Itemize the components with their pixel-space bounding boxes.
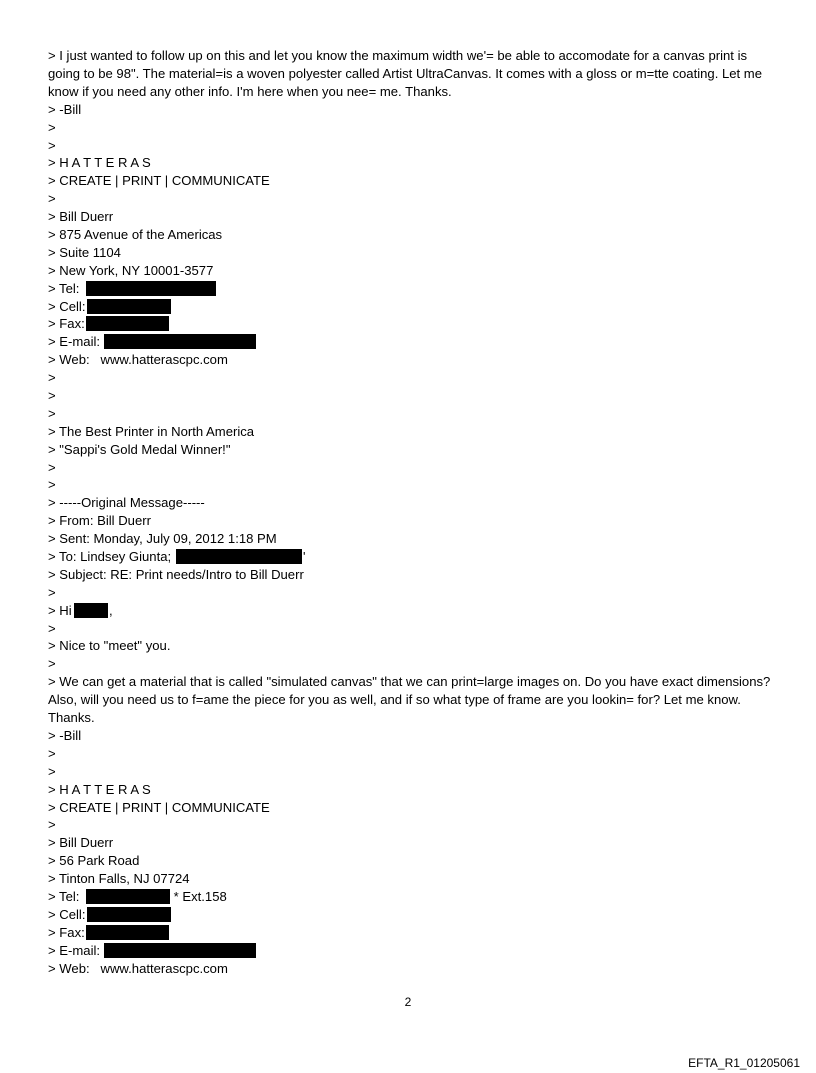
quote-blank-line: > bbox=[48, 656, 56, 672]
redaction-box bbox=[86, 316, 169, 331]
quote-blank-line: > bbox=[48, 763, 56, 779]
slogan-line: > The Best Printer in North America bbox=[48, 423, 255, 439]
from-line: > From: Bill Duerr bbox=[48, 513, 151, 529]
page-number: 2 bbox=[404, 995, 412, 1009]
email-line bbox=[48, 333, 776, 351]
document-id: EFTA_R1_01205061 bbox=[688, 1056, 800, 1070]
company-name-line: > H A T T E R A S bbox=[48, 781, 151, 797]
redaction-box bbox=[86, 925, 169, 940]
quote-blank-line: > bbox=[48, 745, 56, 761]
email-line bbox=[48, 942, 776, 960]
quote-blank-line: > bbox=[48, 191, 56, 207]
email-label: > E-mail: bbox=[48, 942, 101, 958]
email-label: > E-mail: bbox=[48, 334, 101, 350]
address-line: > Suite 1104 bbox=[48, 244, 121, 260]
redaction-box bbox=[104, 943, 256, 958]
tel-label: > Tel: bbox=[48, 280, 80, 296]
redaction-box bbox=[176, 549, 302, 564]
quote-blank-line: > bbox=[48, 370, 56, 386]
redaction-box bbox=[87, 907, 171, 922]
company-tagline-line: > CREATE | PRINT | COMMUNICATE bbox=[48, 799, 270, 815]
subject-line: > Subject: RE: Print needs/Intro to Bill Duerr bbox=[48, 566, 304, 582]
quote-blank-line: > bbox=[48, 387, 56, 403]
intro-line: > Nice to "meet" you. bbox=[48, 638, 171, 654]
sent-line: > Sent: Monday, July 09, 2012 1:18 PM bbox=[48, 531, 277, 547]
address-line: > Tinton Falls, NJ 07724 bbox=[48, 871, 190, 887]
quote-blank-line: > bbox=[48, 459, 56, 475]
quote-blank-line: > bbox=[48, 137, 56, 153]
to-trailing-mark: ' bbox=[303, 548, 306, 564]
to-line bbox=[48, 548, 776, 566]
cell-line bbox=[48, 298, 776, 316]
tel-extension: * Ext.158 bbox=[170, 888, 227, 904]
signature-name-line: > Bill Duerr bbox=[48, 209, 114, 225]
paragraph-simulated-canvas: > We can get a material that is called "simulated canvas" that we can print=large images on. Do you have exact dimensions? Also, will you need us to f=ame the piece for you as well, and if so what type of frame are you lookin= for? Let me know. Thanks. bbox=[48, 674, 771, 726]
signature-name-line: > Bill Duerr bbox=[48, 835, 114, 851]
greeting-line bbox=[48, 602, 776, 620]
web-line: > Web: www.hatterascpc.com bbox=[48, 352, 228, 368]
web-line: > Web: www.hatterascpc.com bbox=[48, 960, 228, 976]
company-tagline-line: > CREATE | PRINT | COMMUNICATE bbox=[48, 173, 270, 189]
tel-label: > Tel: bbox=[48, 888, 80, 904]
redaction-box bbox=[87, 299, 171, 314]
original-message-header: > -----Original Message----- bbox=[48, 495, 205, 511]
tel-line bbox=[48, 888, 776, 906]
cell-label: > Cell: bbox=[48, 298, 86, 314]
redaction-box bbox=[86, 281, 216, 296]
tel-line bbox=[48, 280, 776, 298]
quote-blank-line: > bbox=[48, 405, 56, 421]
cell-line bbox=[48, 906, 776, 924]
fax-line bbox=[48, 924, 776, 942]
quote-blank-line: > bbox=[48, 477, 56, 493]
address-line: > New York, NY 10001-3577 bbox=[48, 262, 214, 278]
quote-blank-line: > bbox=[48, 119, 56, 135]
quote-blank-line: > bbox=[48, 584, 56, 600]
signoff-line: > -Bill bbox=[48, 101, 82, 117]
to-label: > To: Lindsey Giunta; bbox=[48, 548, 172, 564]
address-line: > 875 Avenue of the Americas bbox=[48, 226, 223, 242]
signoff-line: > -Bill bbox=[48, 727, 82, 743]
fax-label: > Fax: bbox=[48, 924, 85, 940]
fax-label: > Fax: bbox=[48, 316, 85, 332]
company-name-line: > H A T T E R A S bbox=[48, 155, 151, 171]
quote-blank-line: > bbox=[48, 620, 56, 636]
quote-blank-line: > bbox=[48, 817, 56, 833]
greeting-label: > Hi bbox=[48, 602, 72, 618]
redaction-box bbox=[74, 603, 108, 618]
email-body bbox=[48, 47, 776, 977]
redaction-box bbox=[86, 889, 170, 904]
cell-label: > Cell: bbox=[48, 906, 86, 922]
fax-line bbox=[48, 315, 776, 333]
award-line: > "Sappi's Gold Medal Winner!" bbox=[48, 441, 231, 457]
redaction-box bbox=[104, 334, 256, 349]
paragraph-canvas-followup: > I just wanted to follow up on this and let you know the maximum width we'= be able to accomodate for a canvas print is going to be 98". The material=is a woven polyester called Artist UltraCanvas. It comes with a gloss or m=tte coating. Let me know if you need any other info. I'm here when you nee= me. Thanks. bbox=[48, 48, 762, 99]
greeting-comma: , bbox=[109, 602, 113, 618]
address-line: > 56 Park Road bbox=[48, 853, 140, 869]
